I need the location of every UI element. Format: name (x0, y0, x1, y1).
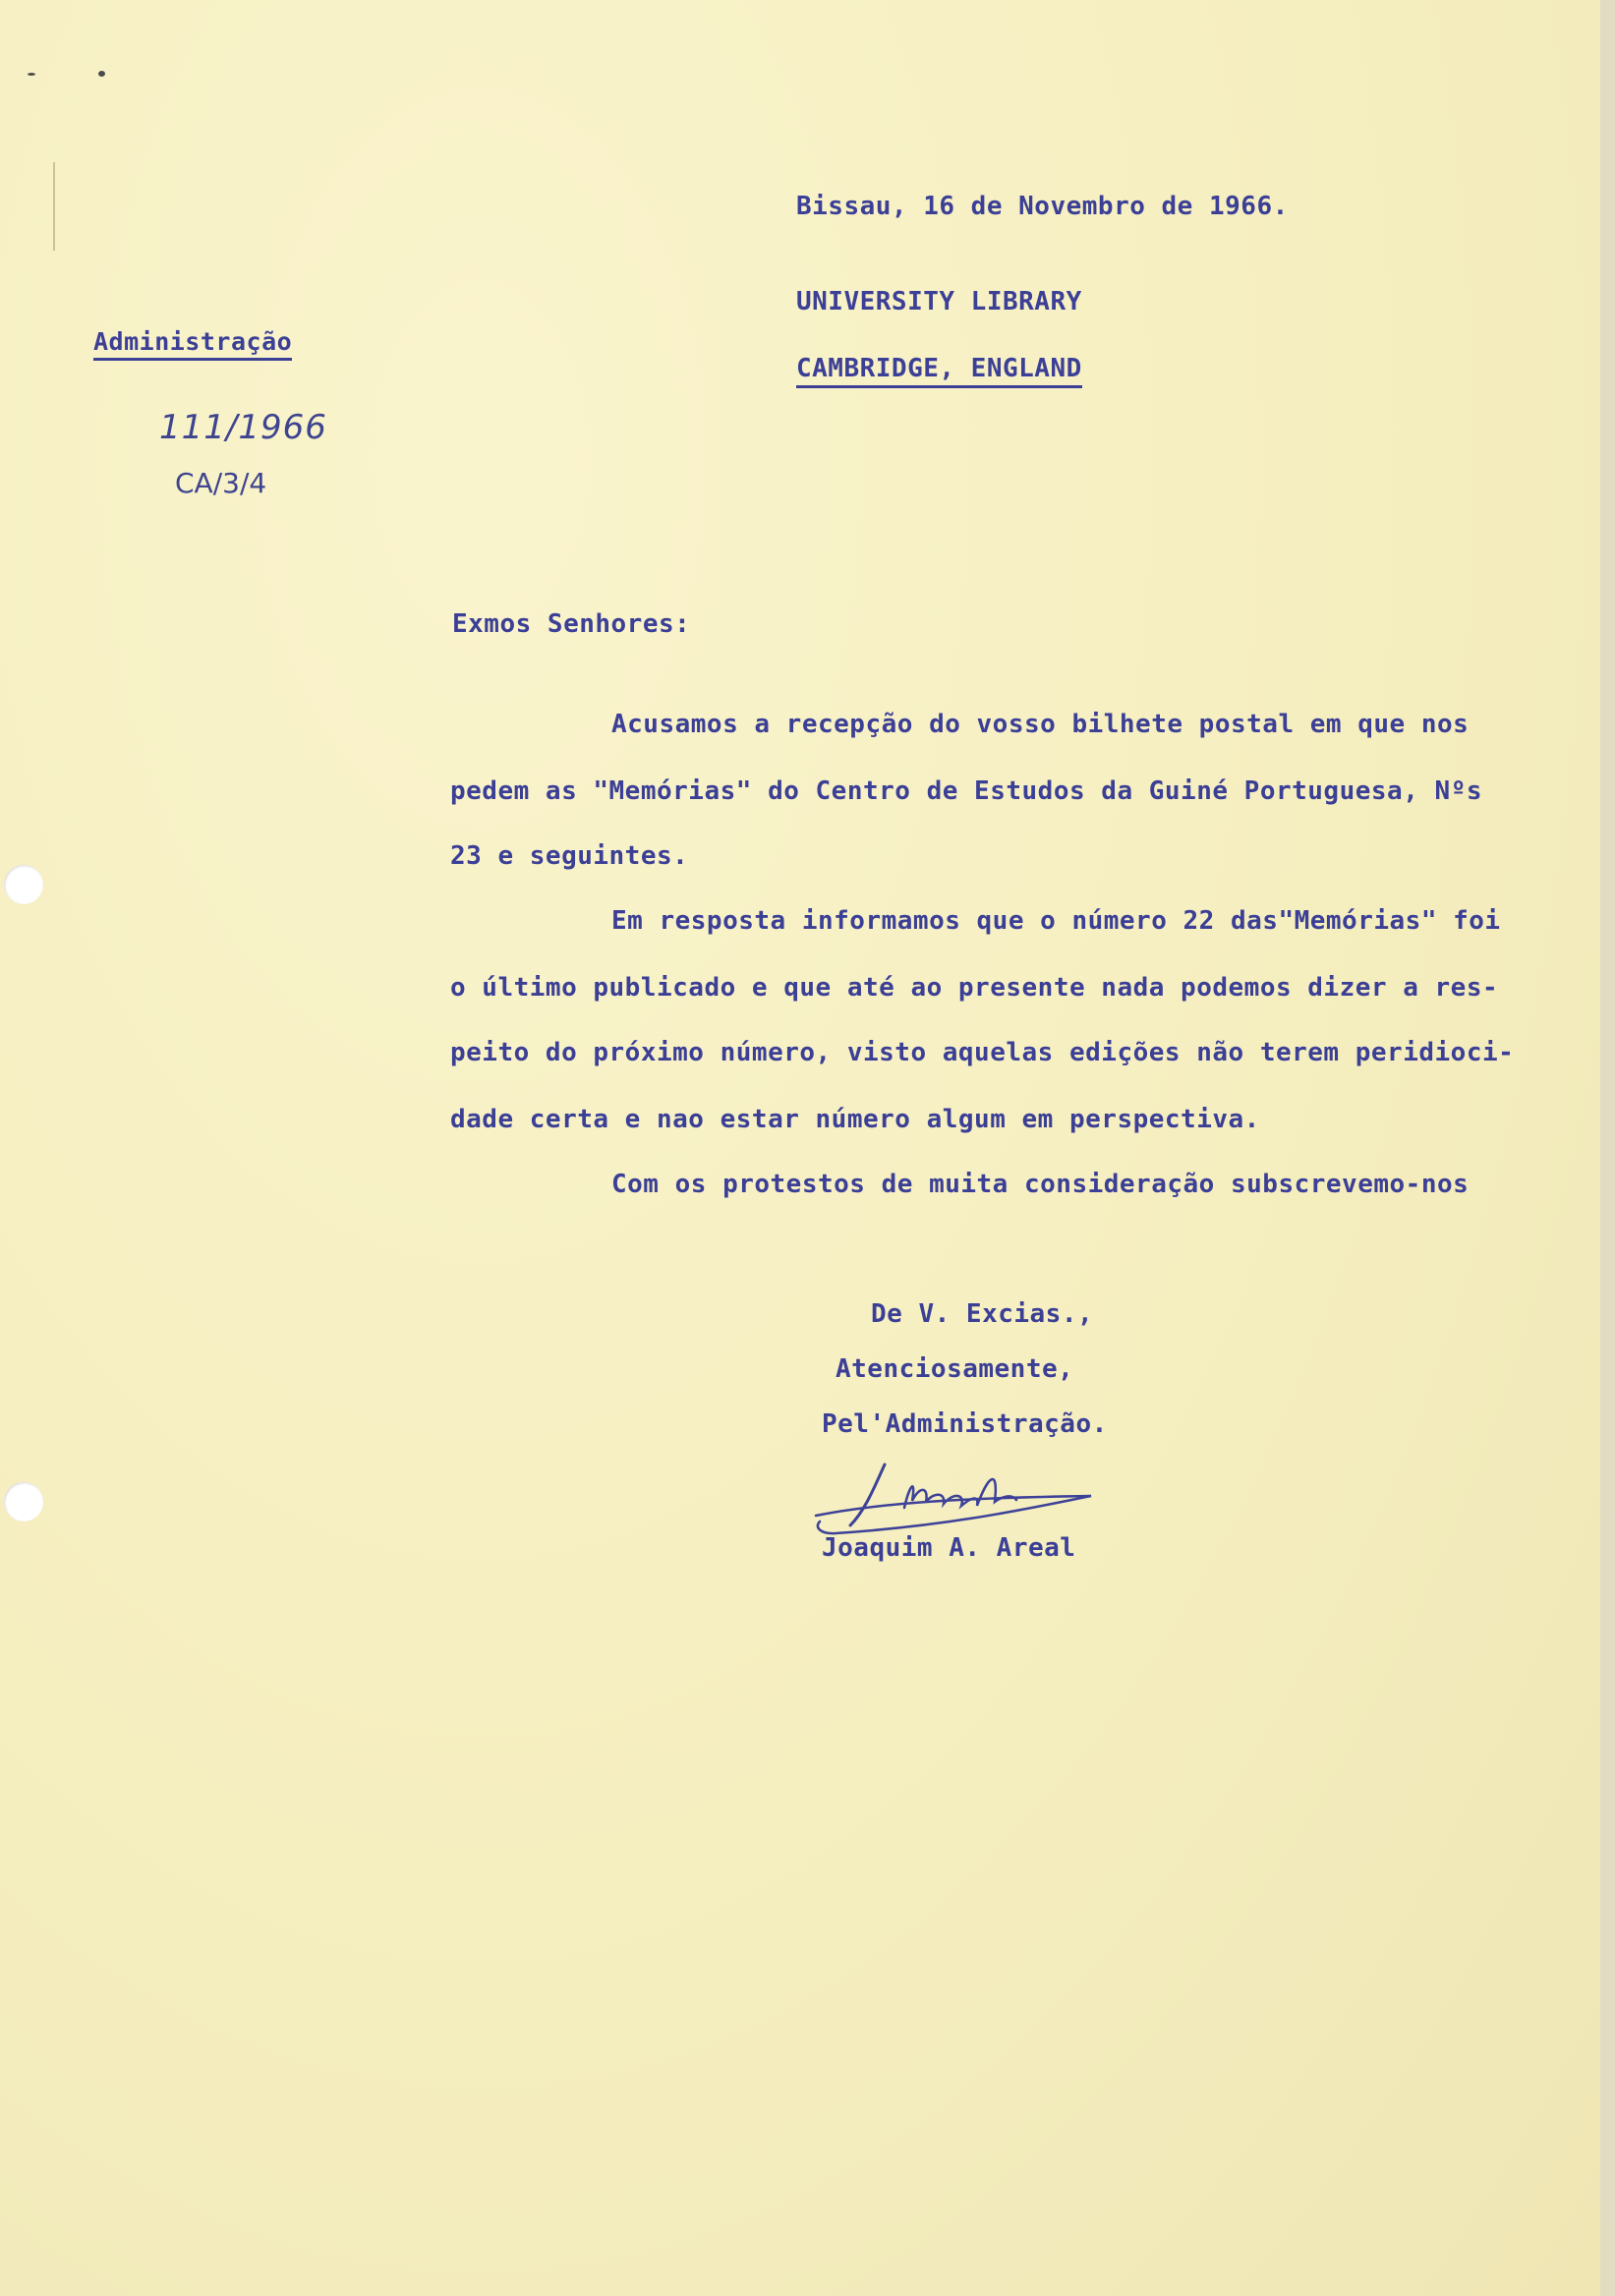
body-line: Acusamos a recepção do vosso bilhete postal em que nos (611, 710, 1470, 739)
recipient-line-1: UNIVERSITY LIBRARY (796, 287, 1082, 316)
body-line: dade certa e nao estar número algum em perspectiva. (450, 1105, 1260, 1134)
department-label: Administração (93, 327, 292, 361)
reference-number: 111/1966 (159, 408, 327, 447)
paper-speck (98, 71, 105, 77)
punch-hole-upper (4, 865, 43, 904)
body-line: pedem as "Memórias" do Centro de Estudos da Guiné Portuguesa, Nºs (450, 776, 1482, 806)
body-line: peito do próximo número, visto aquelas edições não terem peridioci- (450, 1038, 1515, 1067)
reference-code: CA/3/4 (175, 467, 267, 499)
body-line: 23 e seguintes. (450, 841, 689, 871)
body-line: Em resposta informamos que o número 22 das"Memórias" foi (611, 906, 1501, 936)
closing-line: De V. Excias., (871, 1299, 1094, 1329)
body-line: Com os protestos de muita consideração subscrevemo-nos (611, 1170, 1470, 1199)
recipient-line-2: CAMBRIDGE, ENGLAND (796, 354, 1082, 388)
scan-edge (1600, 0, 1615, 2296)
closing-line: Atenciosamente, (836, 1354, 1074, 1384)
handwritten-signature (806, 1457, 1101, 1545)
salutation: Exmos Senhores: (452, 609, 691, 639)
signatory-name: Joaquim A. Areal (822, 1533, 1076, 1563)
place-date: Bissau, 16 de Novembro de 1966. (796, 192, 1289, 221)
closing-line: Pel'Administração. (822, 1409, 1108, 1439)
body-line: o último publicado e que até ao presente nada podemos dizer a res- (450, 973, 1499, 1003)
punch-hole-lower (4, 1482, 43, 1521)
paper-crease (53, 162, 55, 251)
paper-speck (28, 73, 35, 76)
